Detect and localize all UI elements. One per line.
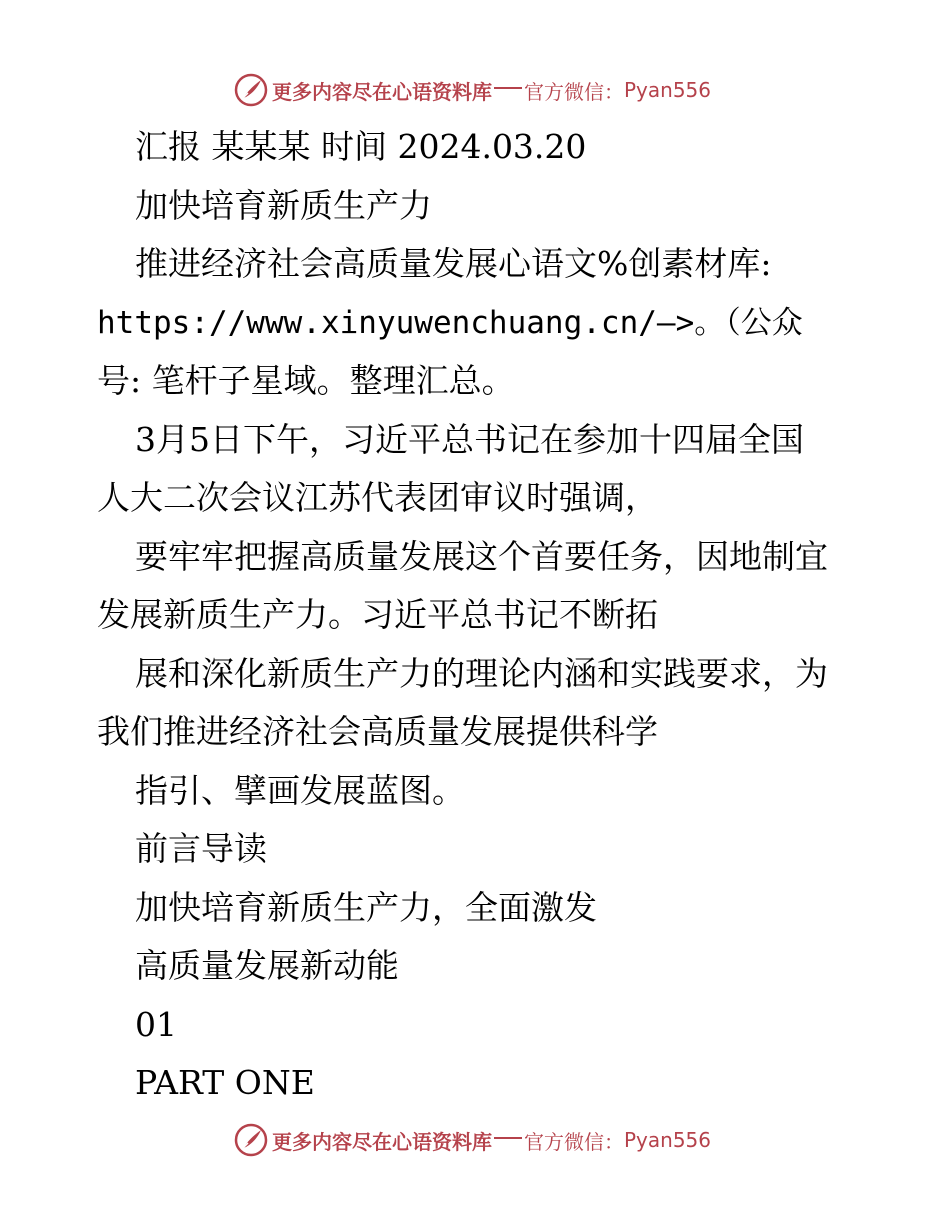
paragraph-line: 3月5日下午，习近平总书记在参加十四届全国 — [135, 420, 804, 459]
watermark-text: 更多内容尽在心语资料库 — [272, 79, 492, 104]
report-info-line: 汇报 某某某 时间 2024.03.20 — [135, 127, 587, 166]
subtitle-line: 高质量发展新动能 — [135, 946, 399, 985]
subtitle-line: 加快培育新质生产力，全面激发 — [135, 888, 597, 927]
quill-logo-icon — [234, 73, 268, 107]
watermark-official: 官方微信： — [524, 1129, 624, 1154]
paragraph-line: 要牢牢把握高质量发展这个首要任务，因地制宜 — [135, 537, 828, 576]
part-number: 01 — [135, 1005, 177, 1044]
source-url-line: https://www.xinyuwenchuang.cn/—>。（公众 — [97, 305, 803, 341]
part-label: PART ONE — [135, 1063, 315, 1102]
quill-logo-icon — [234, 1123, 268, 1157]
watermark-account: Pyan556 — [624, 1128, 712, 1152]
watermark-dash — [494, 1137, 522, 1139]
source-line: 号: 笔杆子星域。整理汇总。 — [97, 361, 515, 400]
heading-line-2: 推进经济社会高质量发展心语文%创素材库: — [135, 244, 772, 283]
watermark-text: 更多内容尽在心语资料库 — [272, 1129, 492, 1154]
watermark-footer — [234, 1122, 711, 1158]
paragraph-line: 发展新质生产力。习近平总书记不断拓 — [97, 595, 658, 634]
section-title: 前言导读 — [135, 829, 267, 868]
watermark-dash — [494, 87, 522, 89]
watermark-header — [234, 72, 711, 108]
watermark-account: Pyan556 — [624, 78, 712, 102]
heading-line-1: 加快培育新质生产力 — [135, 186, 432, 225]
paragraph-line: 展和深化新质生产力的理论内涵和实践要求，为 — [135, 654, 828, 693]
paragraph-line: 人大二次会议江苏代表团审议时强调， — [97, 478, 658, 517]
paragraph-line: 指引、擘画发展蓝图。 — [135, 771, 465, 810]
watermark-official: 官方微信： — [524, 79, 624, 104]
paragraph-line: 我们推进经济社会高质量发展提供科学 — [97, 712, 658, 751]
